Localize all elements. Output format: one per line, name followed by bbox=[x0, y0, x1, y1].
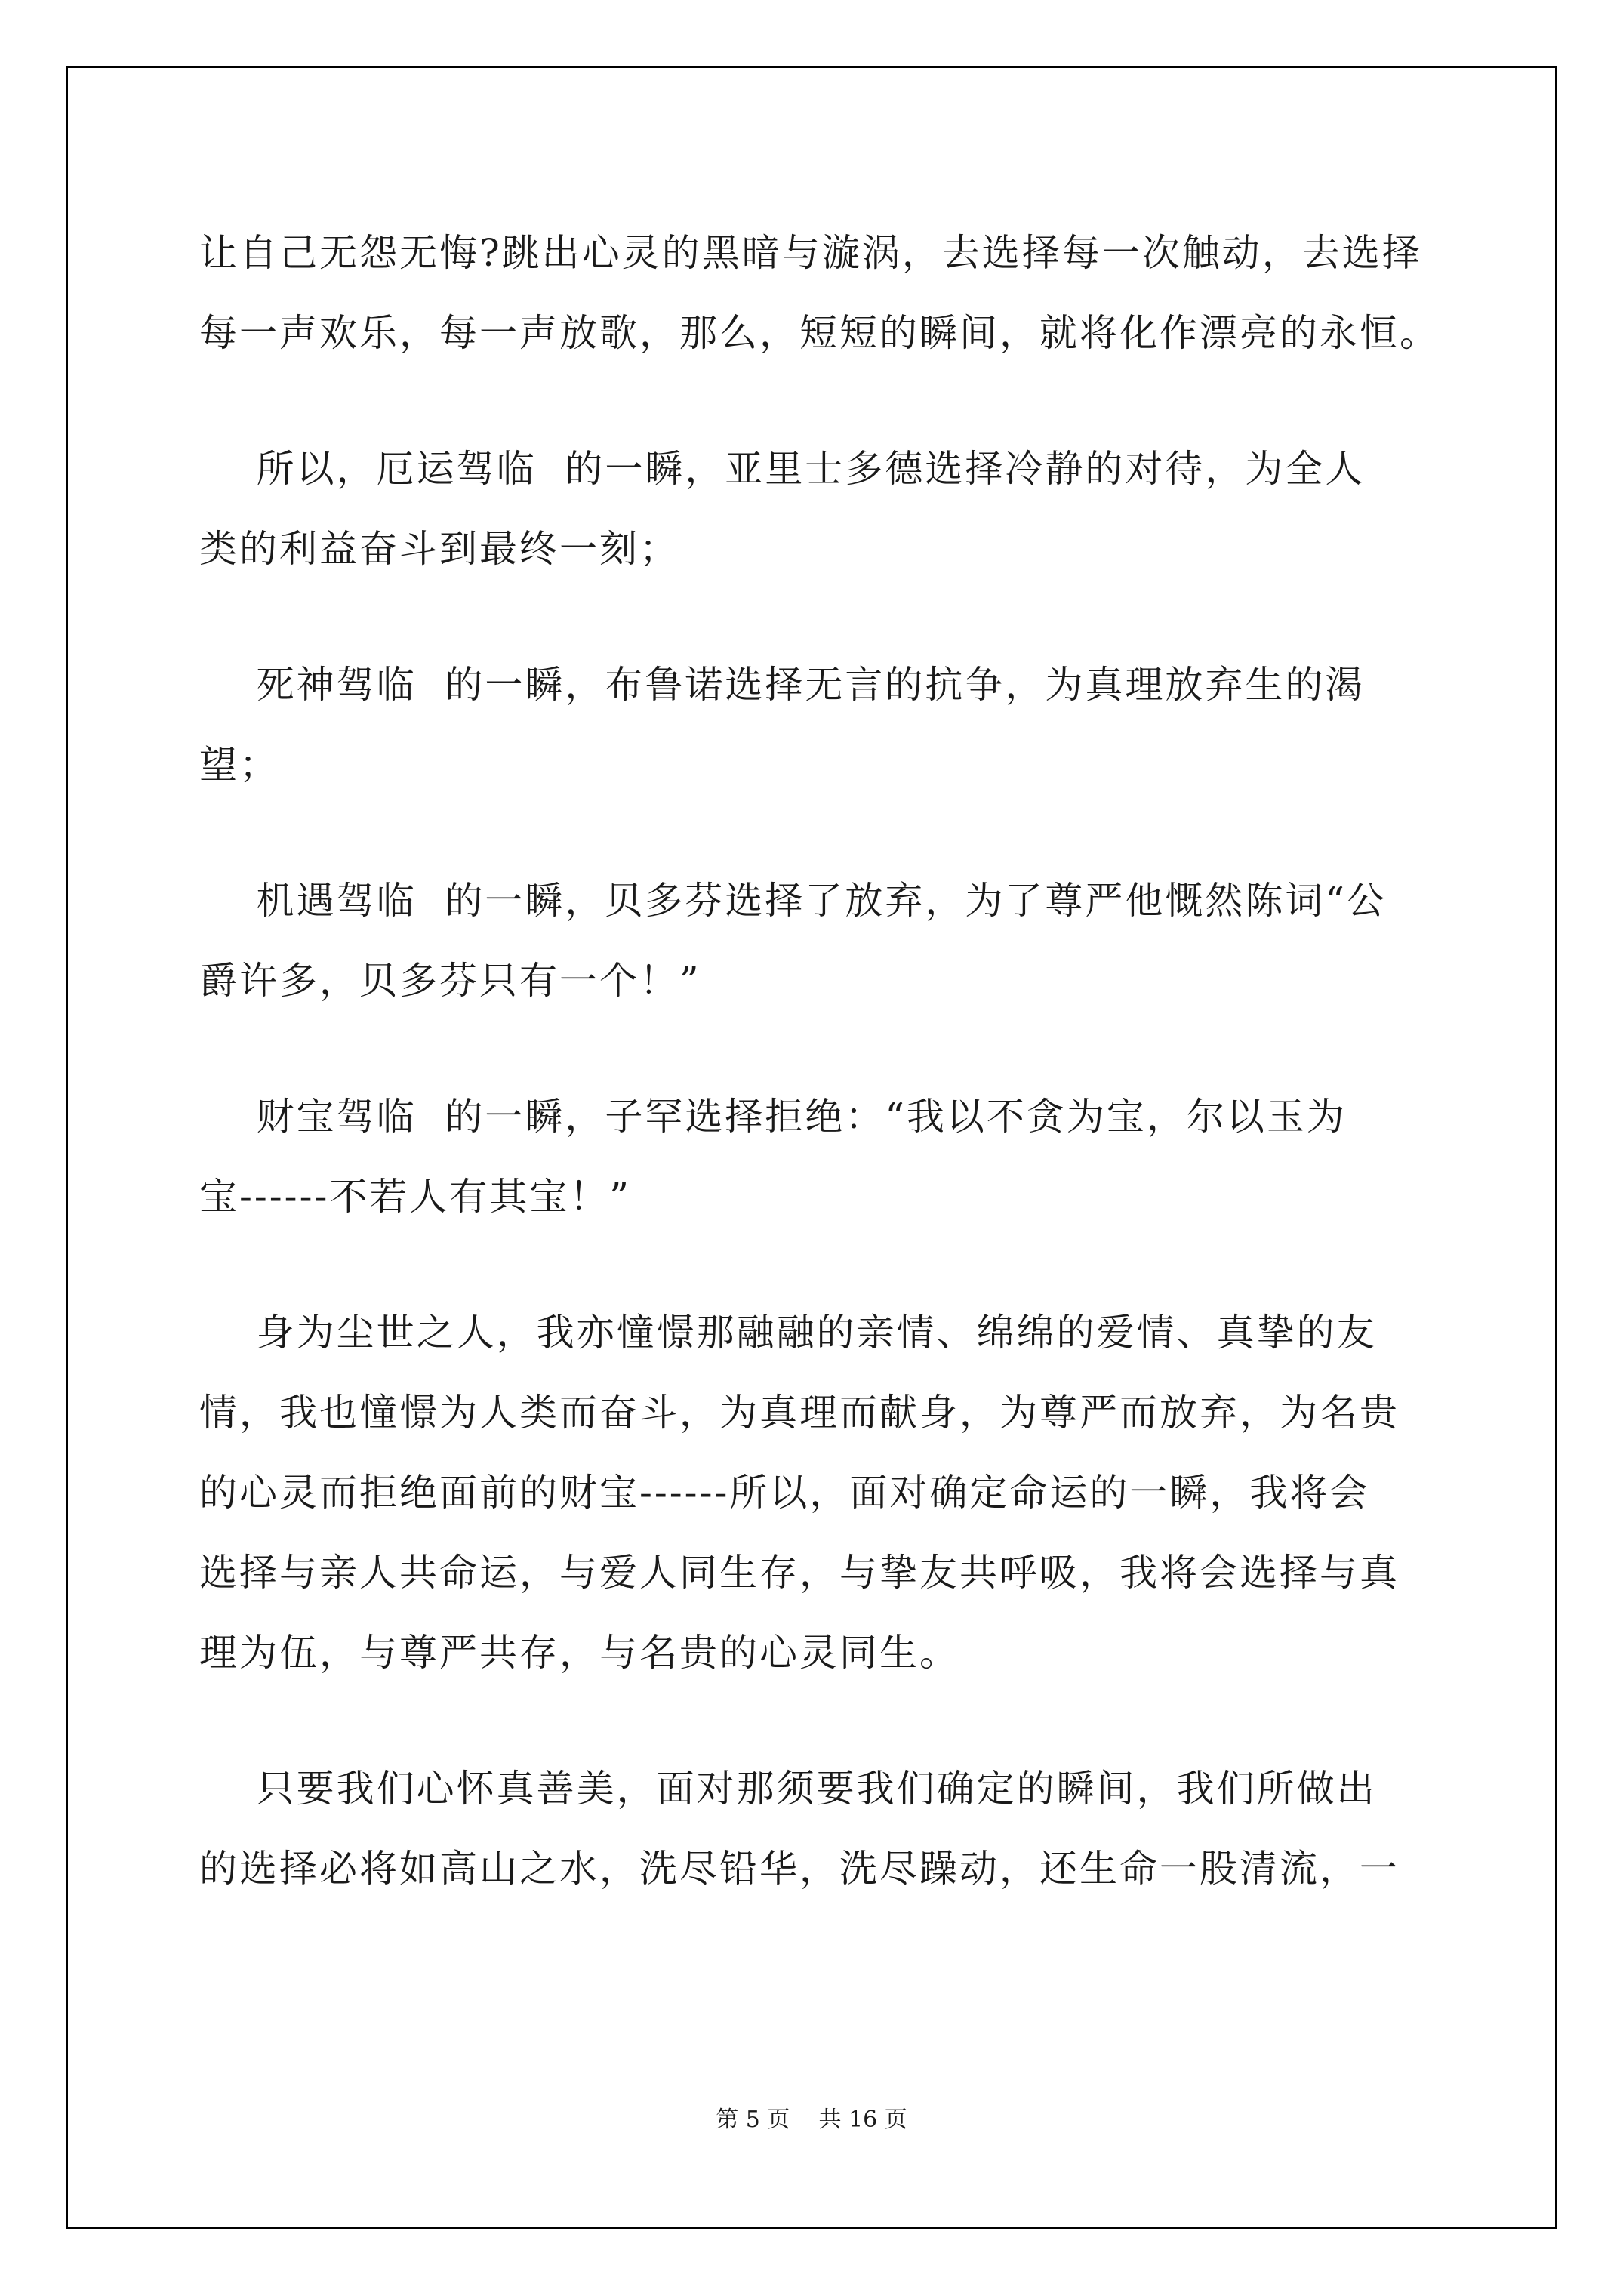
text-line: 爵许多，贝多芬只有一个！” bbox=[199, 959, 701, 1003]
paragraph-first-line: 身为尘世之人，我亦憧憬那融融的亲情、绵绵的爱情、真挚的友 bbox=[199, 1311, 1377, 1354]
page-border bbox=[66, 66, 1557, 2229]
paragraph-first-line: 只要我们心怀真善美，面对那须要我们确定的瞬间，我们所做出 bbox=[199, 1767, 1377, 1811]
text-line: 的选择必将如高山之水，洗尽铅华，洗尽躁动，还生命一股清流，一 bbox=[199, 1847, 1400, 1891]
paragraph-first-line: 所以，厄运驾临 的一瞬，亚里士多德选择冷静的对待，为全人 bbox=[199, 447, 1366, 491]
text-line: 选择与亲人共命运，与爱人同生存，与挚友共呼吸，我将会选择与真 bbox=[199, 1551, 1400, 1595]
text-line: 每一声欢乐，每一声放歌，那么，短短的瞬间，就将化作漂亮的永恒。 bbox=[199, 311, 1440, 355]
text-line: 类的利益奋斗到最终一刻； bbox=[199, 527, 679, 571]
page-number-footer: 第 5 页 共 16 页 bbox=[716, 2106, 907, 2133]
text-line: 望； bbox=[199, 743, 279, 787]
text-line: 宝------不若人有其宝！” bbox=[199, 1175, 631, 1219]
paragraph-first-line: 死神驾临 的一瞬，布鲁诺选择无言的抗争，为真理放弃生的渴 bbox=[199, 663, 1366, 707]
text-line: 让自己无怨无悔?跳出心灵的黑暗与漩涡，去选择每一次触动，去选择 bbox=[199, 231, 1422, 275]
text-line: 理为伍，与尊严共存，与名贵的心灵同生。 bbox=[199, 1631, 959, 1675]
paragraph-first-line: 机遇驾临 的一瞬，贝多芬选择了放弃，为了尊严他慨然陈词“公 bbox=[199, 879, 1387, 923]
text-line: 的心灵而拒绝面前的财宝------所以，面对确定命运的一瞬，我将会 bbox=[199, 1471, 1370, 1515]
paragraph-first-line: 财宝驾临 的一瞬，子罕选择拒绝：“我以不贪为宝，尔以玉为 bbox=[199, 1095, 1347, 1139]
text-line: 情，我也憧憬为人类而奋斗，为真理而献身，为尊严而放弃，为名贵 bbox=[199, 1391, 1400, 1435]
